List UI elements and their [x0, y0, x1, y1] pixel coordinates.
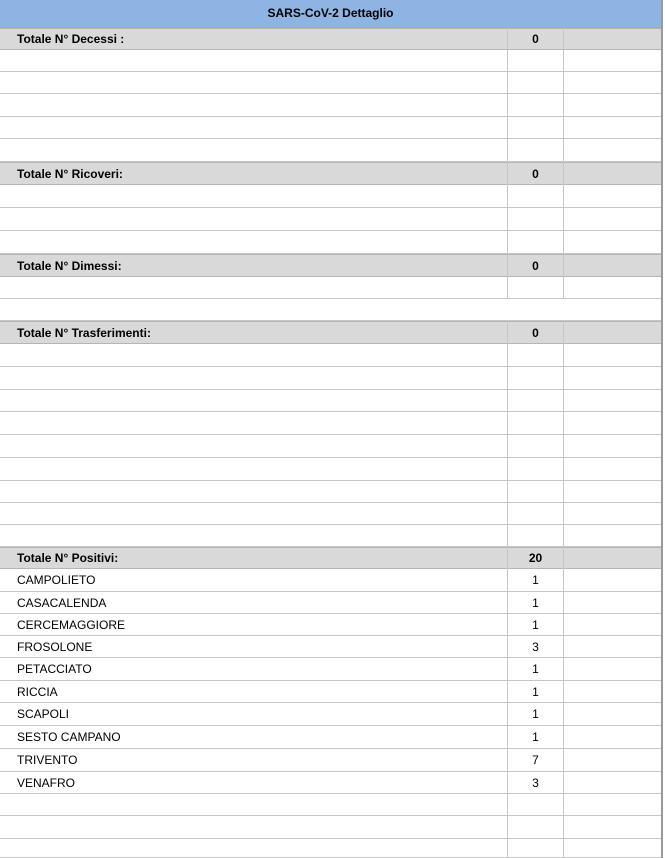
empty-row — [0, 503, 661, 525]
municipality-name: VENAFRO — [17, 775, 76, 790]
positive-count: 3 — [532, 775, 539, 790]
column-divider — [563, 321, 564, 858]
empty-row — [0, 816, 661, 839]
table-row — [0, 703, 661, 726]
municipality-name: TRIVENTO — [17, 753, 78, 767]
table-row — [0, 658, 661, 681]
empty-row — [0, 435, 661, 458]
positive-count: 7 — [532, 753, 539, 767]
municipality-name: FROSOLONE — [17, 639, 93, 654]
empty-row — [0, 185, 661, 208]
section-label: Totale N° Trasferimenti: — [17, 325, 151, 340]
empty-row — [0, 481, 661, 503]
table-row — [0, 569, 661, 592]
sheet-title: SARS-CoV-2 Dettaglio — [0, 0, 661, 28]
section-label: Totale N° Ricoveri: — [17, 166, 123, 181]
section-header — [0, 162, 661, 185]
right-border — [661, 0, 663, 858]
empty-row — [0, 344, 661, 367]
empty-row — [0, 390, 661, 412]
section-label: Totale N° Decessi : — [17, 32, 125, 46]
column-divider — [563, 28, 564, 299]
table-row — [0, 772, 661, 794]
table-row — [0, 636, 661, 658]
section-label: Totale N° Dimessi: — [17, 258, 122, 273]
municipality-name: CAMPOLIETO — [17, 573, 96, 587]
table-row — [0, 726, 661, 749]
positive-count: 1 — [532, 684, 539, 699]
empty-row — [0, 367, 661, 390]
section-header — [0, 254, 661, 277]
table-row — [0, 749, 661, 772]
municipality-name: RICCIA — [17, 684, 58, 699]
section-total: 0 — [532, 166, 539, 181]
section-total: 0 — [532, 258, 539, 273]
empty-row — [0, 839, 661, 858]
positive-count: 1 — [532, 595, 539, 610]
section-total: 20 — [528, 551, 543, 565]
positive-count: 1 — [532, 573, 539, 587]
empty-row — [0, 117, 661, 139]
column-divider — [507, 321, 508, 858]
empty-row — [0, 72, 661, 94]
empty-row — [0, 525, 661, 547]
section-header — [0, 547, 661, 569]
positive-count: 1 — [532, 707, 539, 721]
municipality-name: CASACALENDA — [17, 595, 107, 610]
table-row — [0, 614, 661, 636]
empty-row — [0, 139, 661, 162]
empty-row — [0, 794, 661, 816]
positive-count: 1 — [532, 662, 539, 676]
positive-count: 1 — [532, 617, 539, 632]
table-row — [0, 681, 661, 703]
empty-row — [0, 458, 661, 481]
empty-row — [0, 299, 661, 321]
section-label: Totale N° Positivi: — [17, 551, 119, 565]
section-total: 0 — [532, 32, 539, 46]
empty-row — [0, 231, 661, 254]
table-row — [0, 592, 661, 614]
section-header — [0, 28, 661, 50]
empty-row — [0, 94, 661, 117]
positive-count: 1 — [532, 730, 539, 744]
empty-row — [0, 50, 661, 72]
column-divider — [507, 28, 508, 299]
municipality-name: SESTO CAMPANO — [17, 730, 121, 744]
empty-row — [0, 412, 661, 435]
section-total: 0 — [532, 325, 539, 340]
municipality-name: CERCEMAGGIORE — [17, 617, 126, 632]
municipality-name: SCAPOLI — [17, 707, 70, 721]
empty-row — [0, 208, 661, 231]
section-header — [0, 321, 661, 344]
positive-count: 3 — [532, 639, 539, 654]
empty-row — [0, 277, 661, 299]
municipality-name: PETACCIATO — [17, 662, 92, 676]
